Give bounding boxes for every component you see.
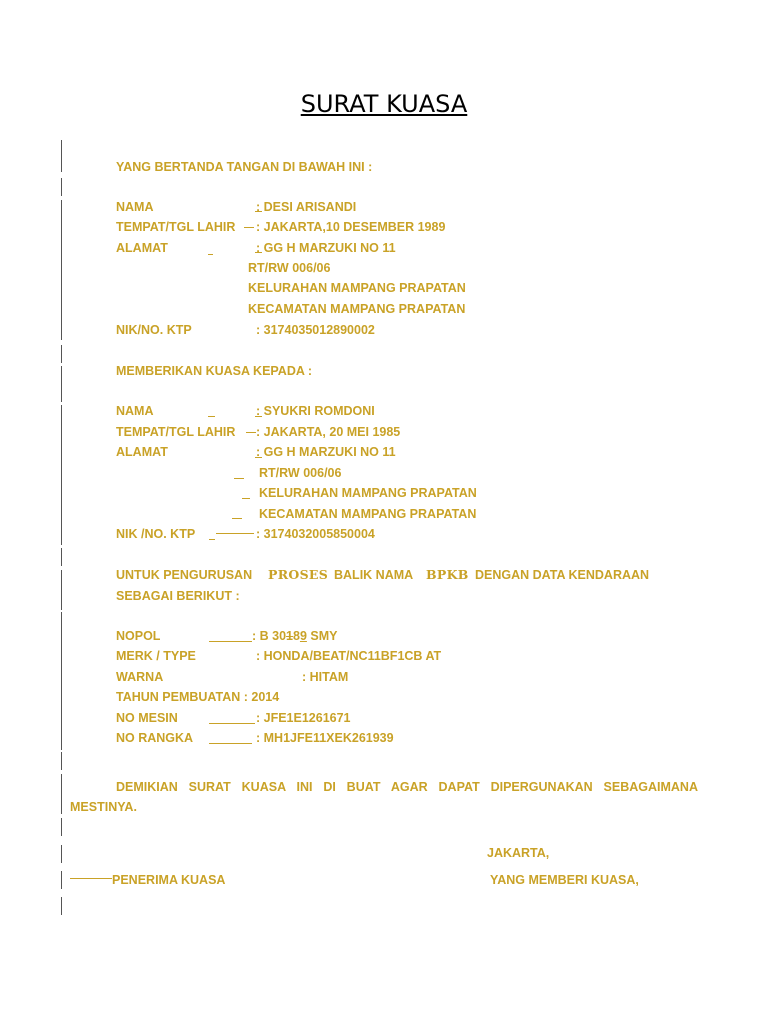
tracked-change-mark (209, 743, 252, 744)
grantee-address-line1: : GG H MARZUKI NO 11 (256, 445, 396, 459)
revision-bar (61, 897, 62, 915)
purpose-part3: DENGAN DATA KENDARAAN (475, 568, 650, 582)
tracked-change-mark (246, 432, 256, 433)
tracked-change-mark (232, 518, 242, 519)
tracked-change-mark (209, 641, 252, 642)
grantee-name-label: NAMA (116, 404, 154, 418)
revision-bar (61, 630, 62, 750)
revision-bar (61, 612, 62, 630)
grantee-address-line2: RT/RW 006/06 (259, 466, 342, 480)
intro-text: YANG BERTANDA TANGAN DI BAWAH INI : (116, 160, 373, 174)
purpose-line2: SEBAGAI BERIKUT : (116, 589, 240, 603)
revision-bar (61, 818, 62, 836)
grant-text: MEMBERIKAN KUASA KEPADA : (116, 364, 313, 378)
revision-bar (61, 200, 62, 340)
grantee-birth-label: TEMPAT/TGL LAHIR (116, 425, 236, 439)
grantor-address-line3: KELURAHAN MAMPANG PRAPATAN (248, 281, 466, 295)
revision-bar (61, 178, 62, 196)
grantor-name-value: : DESI ARISANDI (256, 200, 357, 214)
revision-bar (61, 140, 62, 172)
vehicle-nopol-value: : B 30189 SMY (252, 629, 338, 643)
vehicle-mesin-label: NO MESIN (116, 711, 178, 725)
tracked-change-mark (234, 478, 244, 479)
grantee-address-line3: KELURAHAN MAMPANG PRAPATAN (259, 486, 477, 500)
grantee-name-value: : SYUKRI ROMDONI (256, 404, 375, 418)
grantor-address-label: ALAMAT (116, 241, 168, 255)
receiver-label: PENERIMA KUASA (112, 873, 226, 887)
purpose-word-proses: PROSES (268, 567, 329, 582)
grantee-nik-label: NIK /NO. KTP (116, 527, 196, 541)
grantor-address-line4: KECAMATAN MAMPANG PRAPATAN (248, 302, 466, 316)
giver-label: YANG MEMBERI KUASA, (490, 873, 639, 887)
revision-bar (61, 752, 62, 770)
grantor-nik-value: : 3174035012890002 (256, 323, 375, 337)
revision-bar (61, 366, 62, 402)
document-title: SURAT KUASA (300, 90, 468, 118)
revision-bar (61, 405, 62, 545)
closing-paragraph: DEMIKIAN SURAT KUASA INI DI BUAT AGAR DAPAT DIPERGUNAKAN SEBAGAIMANA MESTINYA. (70, 780, 698, 814)
tracked-change-mark (242, 498, 250, 499)
grantor-address-line1: : GG H MARZUKI NO 11 (256, 241, 396, 255)
vehicle-mesin-value: : JFE1E1261671 (256, 711, 351, 725)
tracked-change-mark (216, 533, 254, 534)
revision-bar (61, 871, 62, 889)
vehicle-warna-value: : HITAM (302, 670, 349, 684)
vehicle-merk-value: : HONDA/BEAT/NC11BF1CB AT (256, 649, 442, 663)
grantee-birth-value: : JAKARTA, 20 MEI 1985 (256, 425, 401, 439)
tracked-change-mark (244, 227, 254, 228)
revision-bar (61, 345, 62, 363)
revision-bar (61, 774, 62, 814)
tracked-change-mark (209, 723, 255, 724)
vehicle-rangka-label: NO RANGKA (116, 731, 194, 745)
revision-bar (61, 570, 62, 610)
purpose-word-bpkb: BPKB (426, 567, 469, 582)
grantor-address-line2: RT/RW 006/06 (248, 261, 331, 275)
vehicle-tahun: TAHUN PEMBUATAN : 2014 (116, 690, 280, 704)
tracked-change-mark (70, 878, 112, 879)
grantee-address-line4: KECAMATAN MAMPANG PRAPATAN (259, 507, 477, 521)
purpose-part1: UNTUK PENGURUSAN (116, 568, 253, 582)
revision-bar (61, 548, 62, 566)
grantor-nik-label: NIK/NO. KTP (116, 323, 192, 337)
grantee-address-label: ALAMAT (116, 445, 168, 459)
place-text: JAKARTA, (487, 846, 550, 860)
vehicle-nopol-label: NOPOL (116, 629, 161, 643)
vehicle-warna-label: WARNA (116, 670, 164, 684)
grantor-birth-value: : JAKARTA,10 DESEMBER 1989 (256, 220, 446, 234)
tracked-change-mark (209, 539, 215, 540)
grantor-birth-label: TEMPAT/TGL LAHIR (116, 220, 236, 234)
grantee-nik-value: : 3174032005850004 (256, 527, 375, 541)
vehicle-merk-label: MERK / TYPE (116, 649, 196, 663)
vehicle-rangka-value: : MH1JFE11XEK261939 (256, 731, 394, 745)
revision-bar (61, 845, 62, 863)
tracked-change-mark (208, 254, 213, 255)
grantor-name-label: NAMA (116, 200, 154, 214)
tracked-change-mark (208, 416, 215, 417)
purpose-part2: BALIK NAMA (334, 568, 414, 582)
